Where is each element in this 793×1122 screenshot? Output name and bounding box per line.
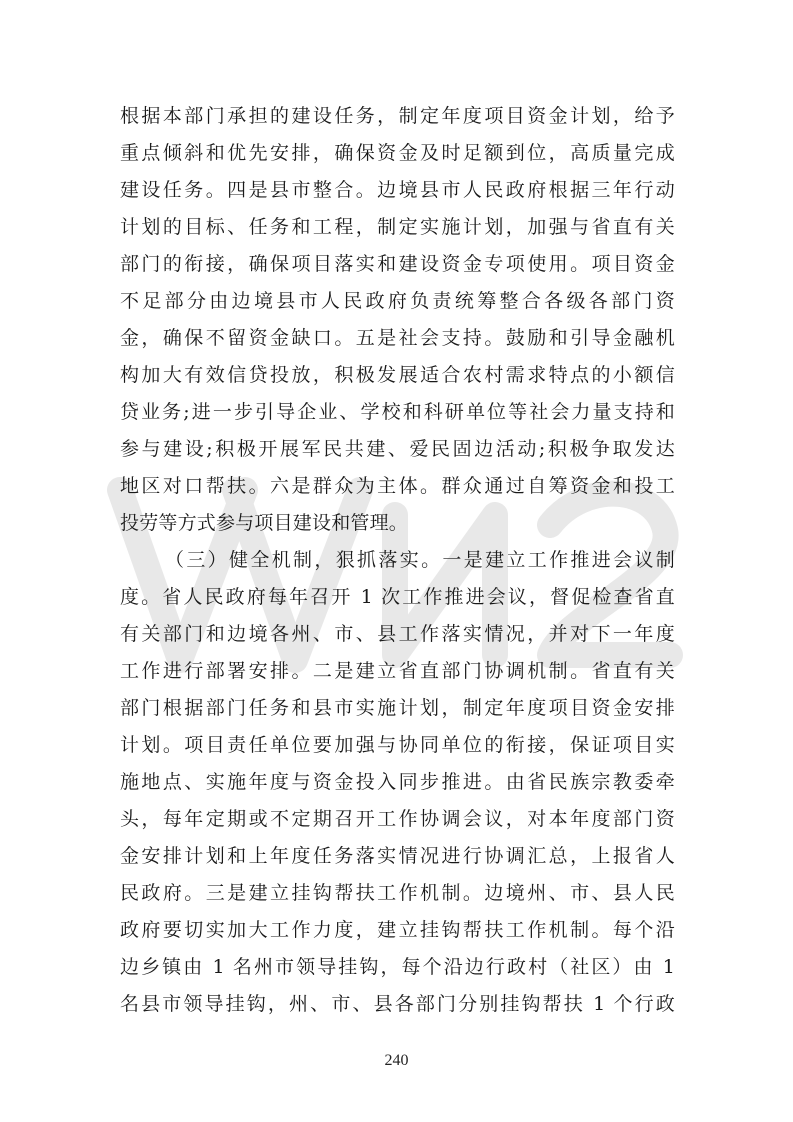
text-line: 建设任务。四是县市整合。边境县市人民政府根据三年行动 [120, 179, 675, 201]
text-line: 重点倾斜和优先安排，确保资金及时足额到位，高质量完成 [120, 142, 675, 164]
text-line: 金，确保不留资金缺口。五是社会支持。鼓励和引导金融机 [120, 327, 675, 349]
text-line: 不足部分由边境县市人民政府负责统筹整合各级各部门资 [120, 290, 675, 312]
body-text [120, 98, 675, 1023]
page-number: 240 [384, 1052, 409, 1069]
text-line: 政府要切实加大工作力度，建立挂钩帮扶工作机制。每个沿 [120, 919, 675, 941]
text-line: 民政府。三是建立挂钩帮扶工作机制。边境州、市、县人民 [120, 882, 675, 904]
text-line: 计划。项目责任单位要加强与协同单位的衔接，保证项目实 [120, 734, 675, 756]
text-line: 构加大有效信贷投放，积极发展适合农村需求特点的小额信 [120, 364, 675, 386]
text-line: 金安排计划和上年度任务落实情况进行协调汇总，上报省人 [120, 845, 675, 867]
text-line: 部门的衔接，确保项目落实和建设资金专项使用。项目资金 [120, 253, 675, 275]
section-heading-line: （三）健全机制，狠抓落实。一是建立工作推进会议制 [165, 549, 675, 571]
text-line: 贷业务;进一步引导企业、学校和科研单位等社会力量支持和 [120, 401, 675, 423]
text-line: 参与建设;积极开展军民共建、爱民固边活动;积极争取发达 [120, 438, 675, 460]
text-line: 投劳等方式参与项目建设和管理。 [120, 512, 409, 534]
text-line: 名县市领导挂钩，州、市、县各部门分别挂钩帮扶 1 个行政 [120, 993, 675, 1015]
text-line: 工作进行部署安排。二是建立省直部门协调机制。省直有关 [120, 660, 675, 682]
text-line: 地区对口帮扶。六是群众为主体。群众通过自筹资金和投工 [120, 475, 675, 497]
text-line: 头，每年定期或不定期召开工作协调会议，对本年度部门资 [120, 808, 675, 830]
text-line: 度。省人民政府每年召开 1 次工作推进会议，督促检查省直 [120, 586, 675, 608]
text-line: 施地点、实施年度与资金投入同步推进。由省民族宗教委牵 [120, 771, 675, 793]
text-line: 根据本部门承担的建设任务，制定年度项目资金计划，给予 [120, 105, 675, 127]
text-line: 部门根据部门任务和县市实施计划，制定年度项目资金安排 [120, 697, 675, 719]
text-line: 有关部门和边境各州、市、县工作落实情况，并对下一年度 [120, 623, 675, 645]
text-line: 边乡镇由 1 名州市领导挂钩，每个沿边行政村（社区）由 1 [120, 956, 675, 978]
text-line: 计划的目标、任务和工程，制定实施计划，加强与省直有关 [120, 216, 675, 238]
